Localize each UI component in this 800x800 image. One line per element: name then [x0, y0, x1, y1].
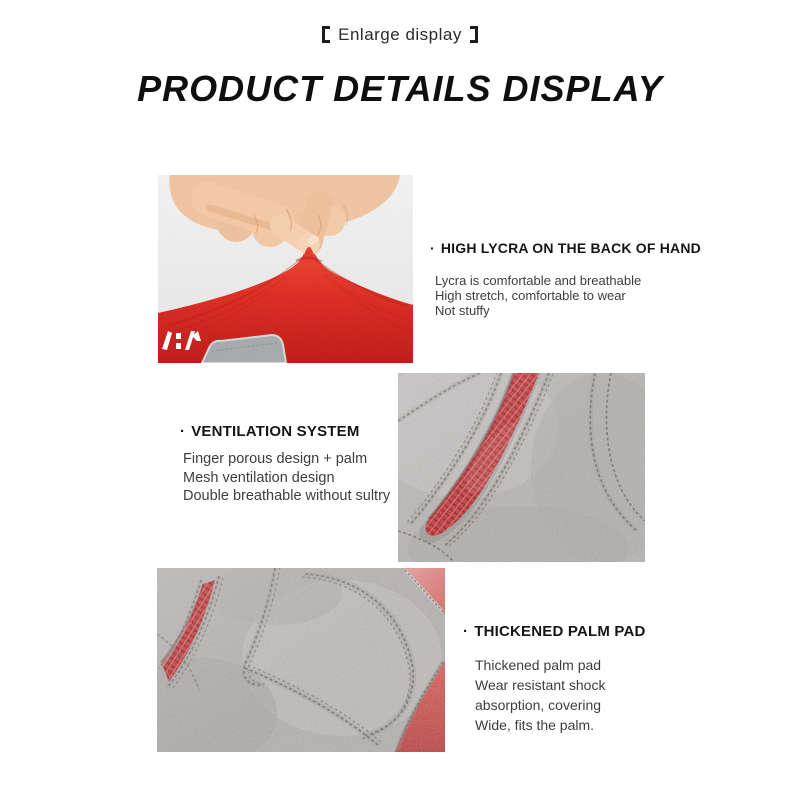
section-body	[463, 655, 646, 735]
high-lycra-copy	[430, 240, 701, 318]
section-heading	[430, 240, 701, 257]
section-body	[180, 450, 390, 506]
body-line: Thickened palm pad	[475, 657, 602, 673]
bullet-dot: ·	[430, 240, 435, 256]
body-line: Finger porous design + palm	[183, 451, 368, 467]
bullet-dot: ·	[463, 623, 469, 640]
section-heading	[180, 423, 390, 440]
body-line: Lycra is comfortable and breathable	[435, 273, 642, 288]
tagline-text: Enlarge display	[338, 25, 462, 44]
heading-text: HIGH LYCRA ON THE BACK OF HAND	[440, 240, 701, 256]
photo-1-illustration	[158, 175, 413, 363]
enlarge-display-tagline	[0, 25, 800, 45]
body-line: Wear resistant shock	[475, 677, 606, 693]
palm-pad-copy	[463, 623, 646, 735]
section-heading	[463, 623, 646, 640]
section-body	[430, 273, 701, 318]
body-line: absorption, covering	[475, 697, 602, 713]
photo-hand-stretching-lycra	[158, 175, 413, 363]
heading-text: VENTILATION SYSTEM	[191, 423, 360, 440]
bracket-left-icon	[322, 26, 330, 43]
bullet-dot: ·	[180, 423, 186, 440]
photo-2-illustration	[398, 373, 645, 562]
body-line: Wide, fits the palm.	[475, 717, 595, 733]
body-line: Mesh ventilation design	[183, 469, 335, 486]
photo-mesh-ventilation	[398, 373, 645, 562]
body-line: Not stuffy	[435, 303, 490, 318]
body-line: Double breathable without sultry	[183, 488, 391, 504]
photo-thickened-palm-pad	[157, 568, 445, 752]
body-line: High stretch, comfortable to wear	[435, 288, 626, 303]
heading-text: THICKENED PALM PAD	[474, 623, 646, 640]
photo-3-illustration	[157, 568, 445, 752]
page-title: PRODUCT DETAILS DISPLAY	[137, 68, 663, 109]
bracket-right-icon	[470, 26, 478, 43]
ventilation-copy	[180, 423, 390, 506]
